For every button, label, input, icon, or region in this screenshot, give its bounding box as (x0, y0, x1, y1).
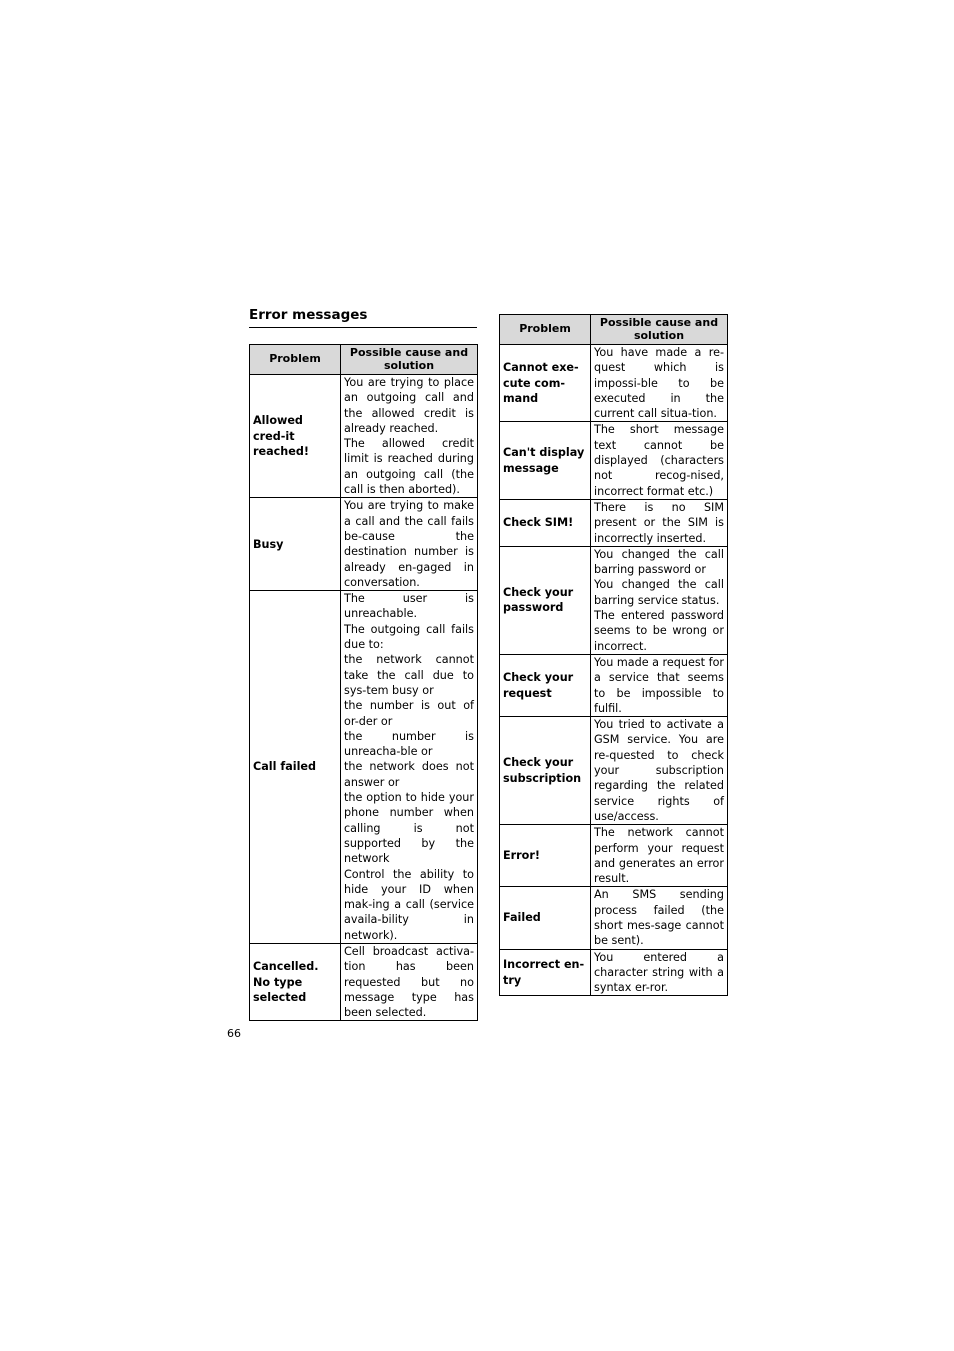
solution-line: The outgoing call fails due to: (344, 622, 474, 652)
problem-cell: Check your request (500, 654, 591, 716)
solution-cell (591, 654, 728, 716)
table-row (500, 422, 728, 499)
problem-cell: Incorrect en-try (500, 949, 591, 996)
problem-cell: Call failed (250, 591, 341, 944)
solution-cell (341, 498, 478, 591)
solution-line: The short message text cannot be displayed (characters not recog-nised, incorrect format etc.) (594, 423, 724, 498)
table-header-row (250, 345, 478, 375)
problem-cell: Check your password (500, 546, 591, 654)
header-solution: Possible cause and solution (341, 345, 478, 375)
problem-cell: Cancelled. No type selected (250, 943, 341, 1020)
error-table-right (499, 314, 728, 996)
solution-line: The allowed credit limit is reached during an outgoing call (the call is then aborted). (344, 437, 474, 497)
solution-line: the option to hide your phone number when calling is not supported by the network (344, 791, 474, 866)
solution-line: the network does not answer or (344, 760, 474, 789)
solution-line: Control the ability to hide your ID when mak-ing a call (service availa-bility in network). (344, 867, 474, 942)
solution-line: You made a request for a service that seems to be impossible to fulfil. (594, 655, 725, 715)
header-solution: Possible cause and solution (591, 315, 728, 345)
problem-cell: Cannot exe-cute com-mand (500, 345, 591, 422)
table-row (500, 345, 728, 422)
table-row (500, 887, 728, 949)
header-problem: Problem (500, 315, 591, 345)
table-row (500, 825, 728, 887)
solution-line: the number is unreacha-ble or (344, 729, 474, 759)
table-row (500, 546, 728, 654)
table-row (500, 949, 728, 996)
solution-line: You changed the call barring password or (594, 547, 724, 577)
problem-cell: Error! (500, 825, 591, 887)
solution-line: You are trying to make a call and the call fails be-cause the destination number is already en-gaged in conversation. (344, 499, 474, 589)
header-problem: Problem (250, 345, 341, 375)
solution-line: You are trying to place an outgoing call and the allowed credit is already reached. (344, 376, 474, 435)
solution-cell (591, 717, 728, 825)
table-row (500, 499, 728, 546)
solution-cell (591, 887, 728, 949)
section-title: Error messages (249, 307, 477, 328)
solution-cell (591, 422, 728, 499)
table-header-row (500, 315, 728, 345)
problem-cell: Failed (500, 887, 591, 949)
problem-cell: Check your subscription (500, 717, 591, 825)
solution-line: There is no SIM present or the SIM is incorrectly inserted. (594, 500, 724, 545)
solution-line: An SMS sending process failed (the short mes-sage cannot be sent). (594, 888, 724, 948)
page-number: 66 (227, 1027, 241, 1040)
solution-line: You entered a character string with a syntax er-ror. (594, 950, 724, 995)
solution-cell (591, 345, 728, 422)
solution-cell (341, 591, 478, 944)
solution-cell (341, 943, 478, 1020)
solution-cell (591, 499, 728, 546)
solution-line: The entered password seems to be wrong or incorrect. (594, 609, 724, 653)
table-row (500, 654, 728, 716)
solution-line: You tried to activate a GSM service. You are re-quested to check your subscription regarding the related service rights of use/access. (594, 718, 724, 823)
table-row (250, 943, 478, 1020)
solution-cell (341, 375, 478, 498)
solution-line: The network cannot perform your request and generates an error result. (594, 826, 724, 886)
solution-cell (591, 546, 728, 654)
solution-line: The user is unreachable. (344, 592, 474, 621)
problem-cell: Check SIM! (500, 499, 591, 546)
solution-line: the network cannot take the call due to sys-tem busy or (344, 653, 474, 697)
solution-line: Cell broadcast activa-tion has been requested but no message type has been selected. (344, 944, 474, 1020)
solution-cell (591, 825, 728, 887)
problem-cell: Can't display message (500, 422, 591, 499)
error-table-left (249, 344, 478, 1021)
table-row (250, 375, 478, 498)
solution-line: You have made a re-quest which is impossi-ble to be executed in the current call situa-tion. (594, 346, 724, 421)
table-row (500, 717, 728, 825)
problem-cell: Allowed cred-it reached! (250, 375, 341, 498)
table-row (250, 591, 478, 944)
problem-cell: Busy (250, 498, 341, 591)
solution-line: the number is out of or-der or (344, 699, 474, 728)
solution-cell (591, 949, 728, 996)
solution-line: You changed the call barring service status. (594, 578, 724, 607)
table-row (250, 498, 478, 591)
